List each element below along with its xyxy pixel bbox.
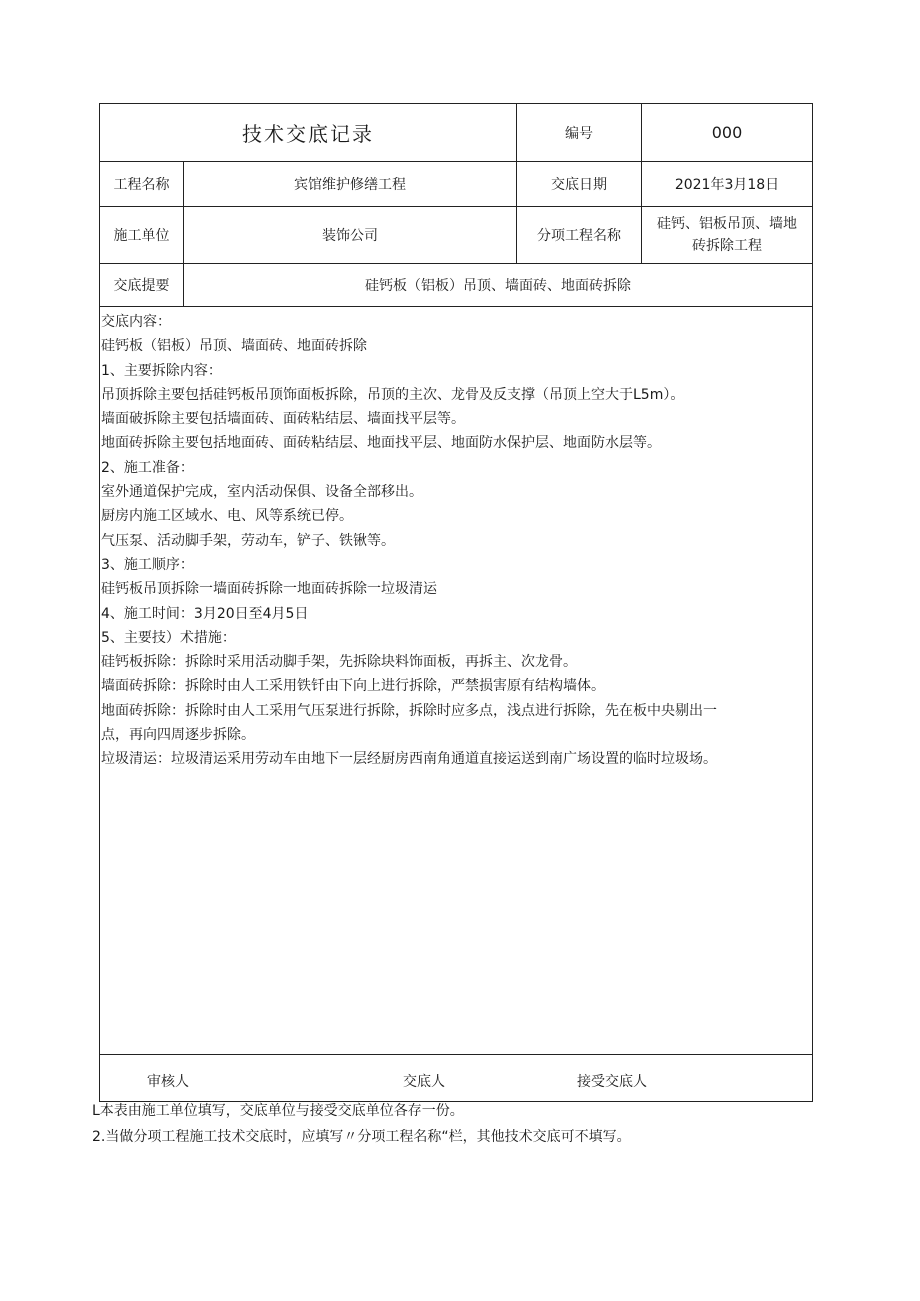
subproject-value-line2: 砖拆除工程	[692, 238, 762, 254]
content-line: 交底内容：	[101, 314, 171, 330]
unit-row	[100, 207, 813, 264]
reviewer-label: 审核人	[147, 1074, 189, 1090]
content-line: 3、施工顺序：	[101, 556, 194, 573]
discloser-label: 交底人	[403, 1074, 445, 1090]
project-name-label: 工程名称	[100, 162, 184, 207]
record-table	[99, 103, 813, 1102]
content-line: 4、施工时间：3月20日至4月5日	[101, 605, 309, 622]
subproject-value	[642, 207, 813, 264]
content-line: 气压泵、活动脚手架，劳动车，铲子、铁锹等。	[101, 532, 395, 549]
summary-value: 硅钙板（铝板）吊顶、墙面砖、地面砖拆除	[184, 264, 813, 307]
content-line: 点，再向四周逐步拆除。	[101, 727, 255, 744]
unit-label: 施工单位	[100, 207, 184, 264]
disclosure-record-form	[99, 103, 812, 1102]
content-line: 2、施工准备：	[101, 459, 194, 476]
project-name-value: 宾馆维护修缮工程	[184, 162, 517, 207]
subproject-label: 分项工程名称	[517, 207, 642, 264]
content-line: 墙面破拆除主要包括墙面砖、面砖粘结层、墙面找平层等。	[101, 411, 465, 428]
content-line: 吊顶拆除主要包括硅钙板吊顶饰面板拆除，吊顶的主次、龙骨及反支撑（吊顶上空大于L5m）。	[101, 386, 685, 403]
content-line: 地面砖拆除主要包括地面砖、面砖粘结层、地面找平层、地面防水保护层、地面防水层等。	[101, 435, 661, 452]
footnote-2: 2.当做分项工程施工技术交底时，应填写〃分项工程名称“栏，其他技术交底可不填写。	[92, 1129, 631, 1145]
unit-value: 装饰公司	[184, 207, 517, 264]
footnotes	[92, 1098, 631, 1150]
footnote-1: L本表由施工单位填写，交底单位与接受交底单位各存一份。	[92, 1103, 464, 1119]
date-value: 2021年3月18日	[642, 162, 813, 207]
project-row	[100, 162, 813, 207]
signature-cell	[100, 1055, 813, 1102]
date-label: 交底日期	[517, 162, 642, 207]
content-row	[100, 307, 813, 1055]
content-line: 硅钙板吊顶拆除一墙面砖拆除一地面砖拆除一垃圾清运	[101, 581, 437, 598]
serial-value: 000	[642, 104, 813, 162]
title-row	[100, 104, 813, 162]
content-line: 硅钙板（铝板）吊顶、墙面砖、地面砖拆除	[101, 338, 367, 355]
receiver-label: 接受交底人	[577, 1074, 647, 1090]
content-line: 室外通道保护完成，室内活动保俱、设备全部移出。	[101, 484, 423, 501]
serial-label: 编号	[517, 104, 642, 162]
form-title: 技术交底记录	[100, 104, 517, 162]
content-body	[100, 307, 813, 1055]
content-line: 厨房内施工区域水、电、风等系统已停。	[101, 508, 353, 525]
content-line: 地面砖拆除：拆除时由人工采用气压泵进行拆除，拆除时应多点，浅点进行拆除，先在板中央剔出一	[101, 702, 717, 719]
signature-row	[100, 1055, 813, 1102]
content-line: 垃圾清运：垃圾清运采用劳动车由地下一层经厨房西南角通道直接运送到南广场设置的临时垃圾场。	[101, 751, 717, 768]
summary-row	[100, 264, 813, 307]
subproject-value-line1: 硅钙、铝板吊顶、墙地	[657, 216, 797, 232]
content-line: 1、主要拆除内容：	[101, 362, 222, 379]
content-line: 墙面砖拆除：拆除时由人工采用铁钎由下向上进行拆除，严禁损害原有结构墙体。	[101, 678, 605, 695]
content-line: 5、主要技）术措施：	[101, 629, 236, 646]
summary-label: 交底提要	[100, 264, 184, 307]
content-line: 硅钙板拆除：拆除时采用活动脚手架，先拆除块料饰面板，再拆主、次龙骨。	[101, 654, 577, 671]
